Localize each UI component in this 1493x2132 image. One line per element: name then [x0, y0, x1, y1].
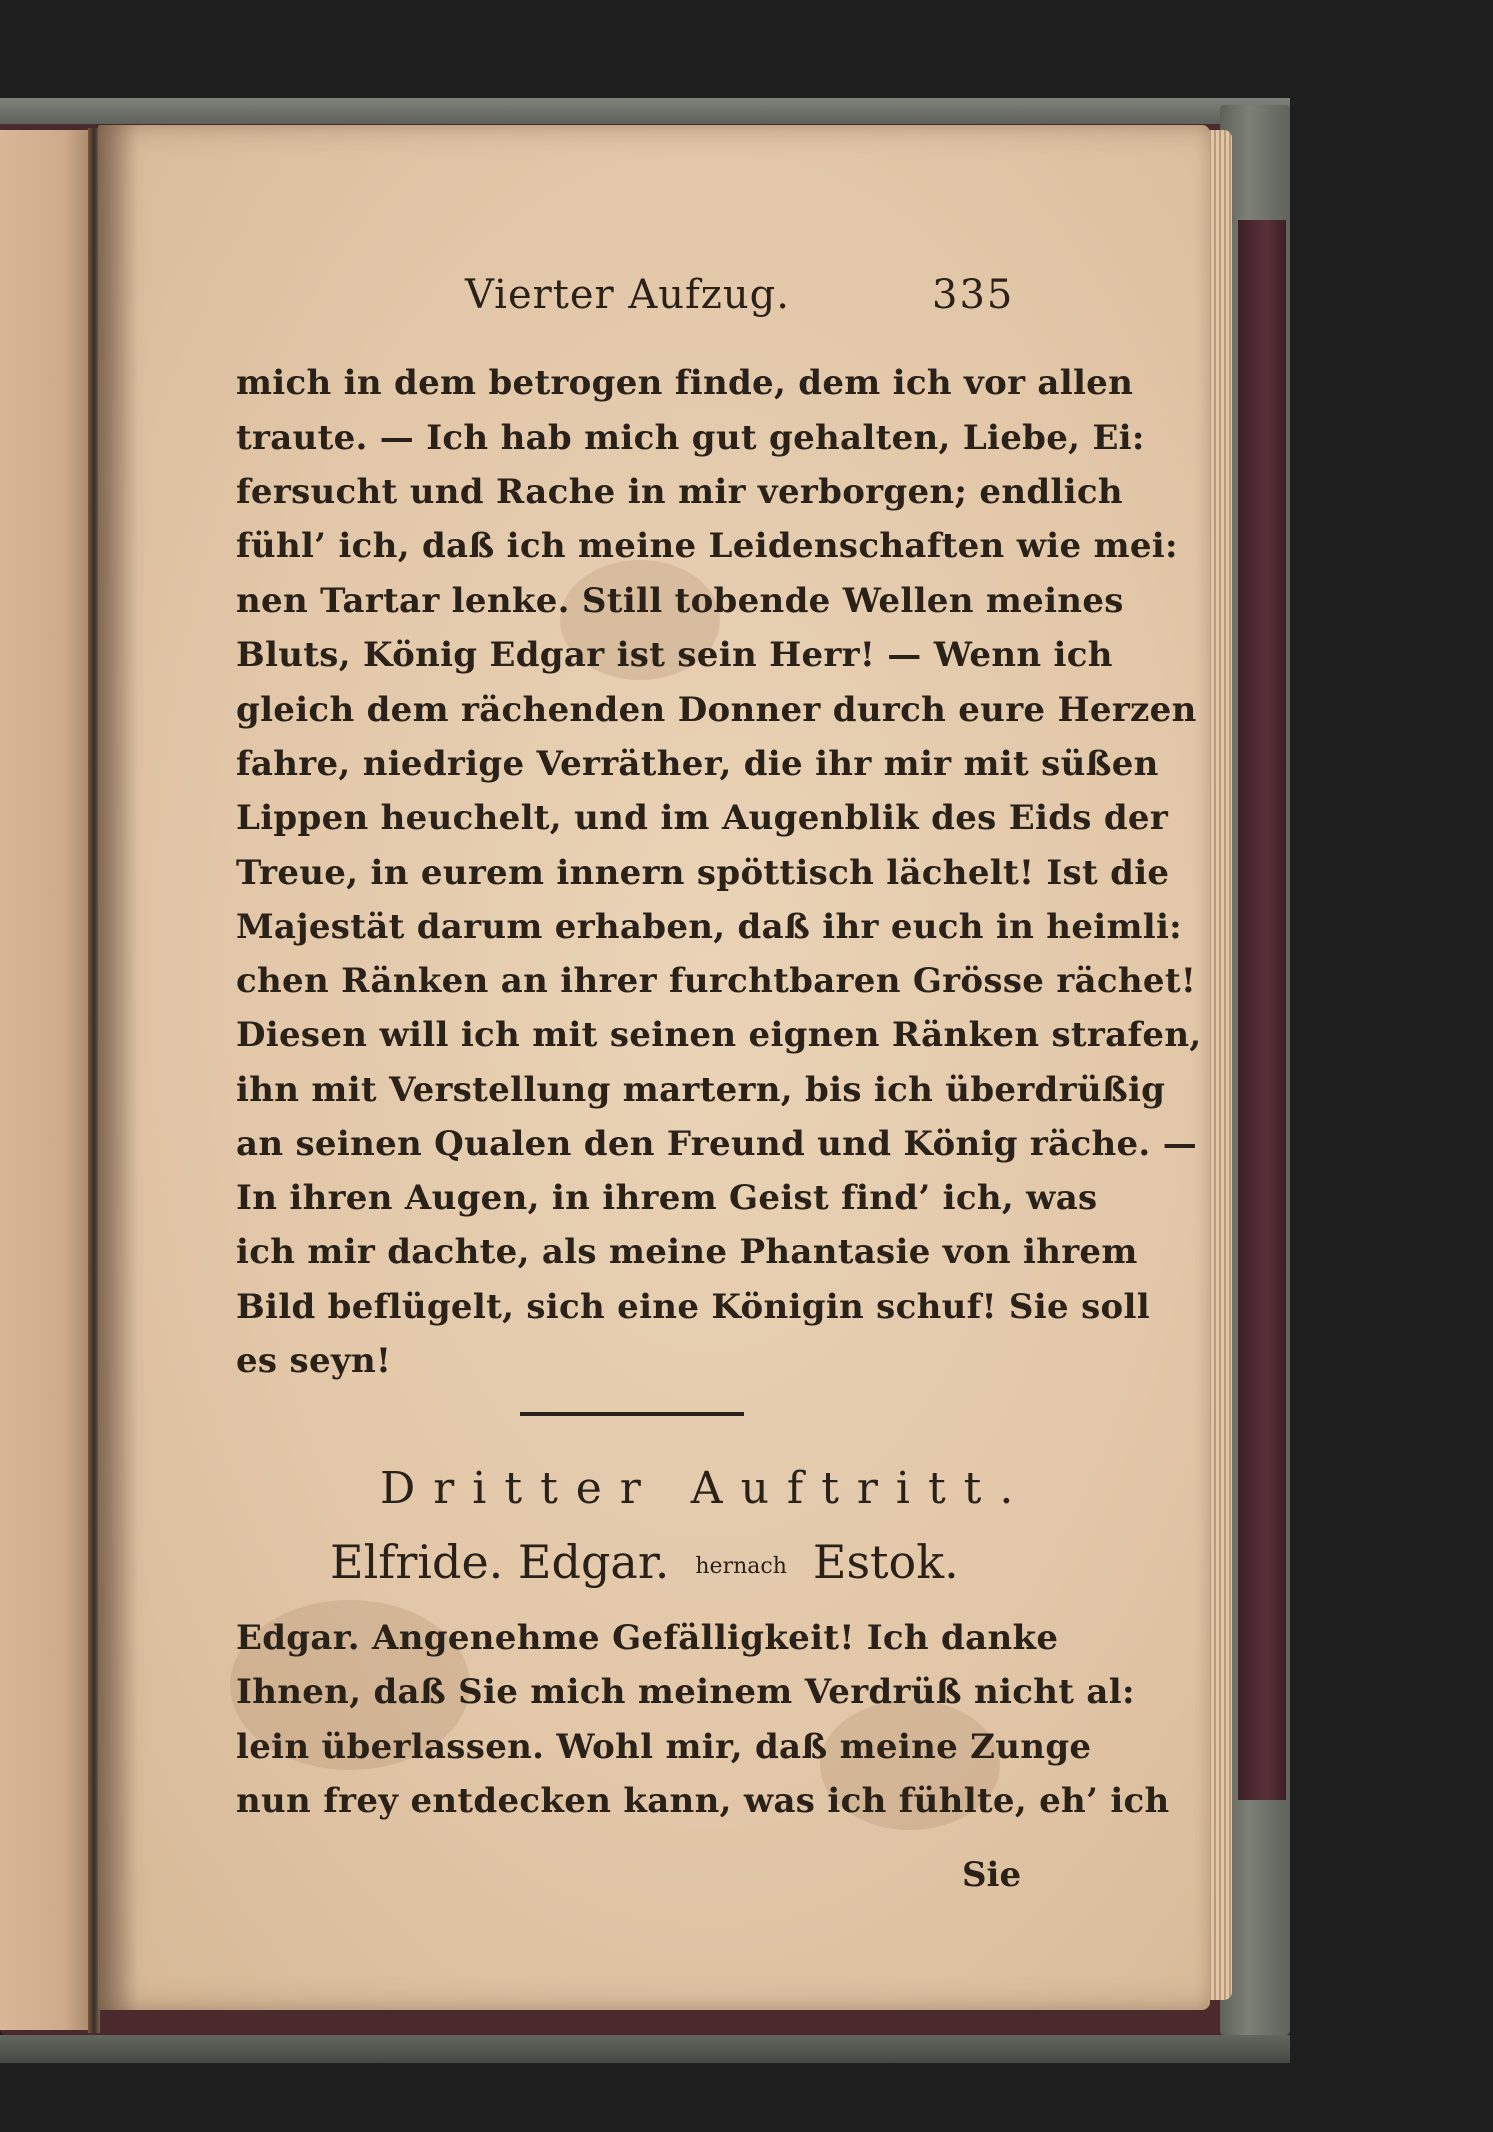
text-line: ihn mit Verstellung martern, bis ich überdrüßig — [236, 1070, 1166, 1110]
text-line: ich mir dachte, als meine Phantasie von ihrem — [236, 1232, 1138, 1272]
text-line: Diesen will ich mit seinen eignen Ränken strafen, — [236, 1015, 1202, 1055]
text-line: fühl’ ich, daß ich meine Leidenschaften wie mei: — [236, 526, 1178, 566]
catchword: Sie — [962, 1855, 1022, 1895]
text-line: gleich dem rächenden Donner durch eure Herzen — [236, 690, 1197, 730]
dialogue-line: Edgar. Angenehme Gefälligkeit! Ich danke — [236, 1618, 1059, 1658]
character-note: hernach — [695, 1553, 787, 1579]
dialogue-line: lein überlassen. Wohl mir, daß meine Zunge — [236, 1727, 1092, 1767]
section-rule — [520, 1412, 744, 1416]
text-line: mich in dem betrogen finde, dem ich vor allen — [236, 363, 1134, 403]
character-names: Elfride. Edgar. — [330, 1535, 670, 1589]
page-number: 335 — [932, 272, 1015, 318]
running-head: Vierter Aufzug. — [465, 272, 790, 318]
dialogue-line: Ihnen, daß Sie mich meinem Verdrüß nicht al: — [236, 1672, 1135, 1712]
cover-top-binding — [0, 98, 1290, 124]
dialogue-line: nun frey entdecken kann, was ich fühlte, eh’ ich — [236, 1781, 1170, 1821]
text-line: Bluts, König Edgar ist sein Herr! — Wenn ich — [236, 635, 1113, 675]
text-line: In ihren Augen, in ihrem Geist find’ ich, was — [236, 1178, 1098, 1218]
cover-bottom-binding — [0, 2035, 1290, 2063]
left-page-edge — [0, 130, 92, 2030]
text-line: an seinen Qualen den Freund und König räche. — — [236, 1124, 1198, 1164]
text-line: fersucht und Rache in mir verborgen; endlich — [236, 472, 1123, 512]
text-line: fahre, niedrige Verräther, die ihr mir mit süßen — [236, 744, 1159, 784]
cover-board-edge — [1238, 220, 1286, 1800]
text-line: Treue, in eurem innern spöttisch lächelt! Ist die — [236, 853, 1170, 893]
text-line: Lippen heuchelt, und im Augenblik des Eids der — [236, 798, 1169, 838]
scene-heading: Dritter Auftritt. — [380, 1463, 1032, 1514]
page-fold-shadow — [98, 125, 138, 2010]
character-list — [330, 1535, 1010, 1589]
character-names-last: Estok. — [812, 1535, 959, 1589]
text-line: Bild beflügelt, sich eine Königin schuf! Sie soll — [236, 1287, 1150, 1327]
text-line: Majestät darum erhaben, daß ihr euch in heimli: — [236, 907, 1183, 947]
text-line: chen Ränken an ihrer furchtbaren Grösse rächet! — [236, 961, 1197, 1001]
text-line: es seyn! — [236, 1341, 392, 1381]
text-line: traute. — Ich hab mich gut gehalten, Liebe, Ei: — [236, 418, 1145, 458]
text-line: nen Tartar lenke. Still tobende Wellen meines — [236, 581, 1124, 621]
